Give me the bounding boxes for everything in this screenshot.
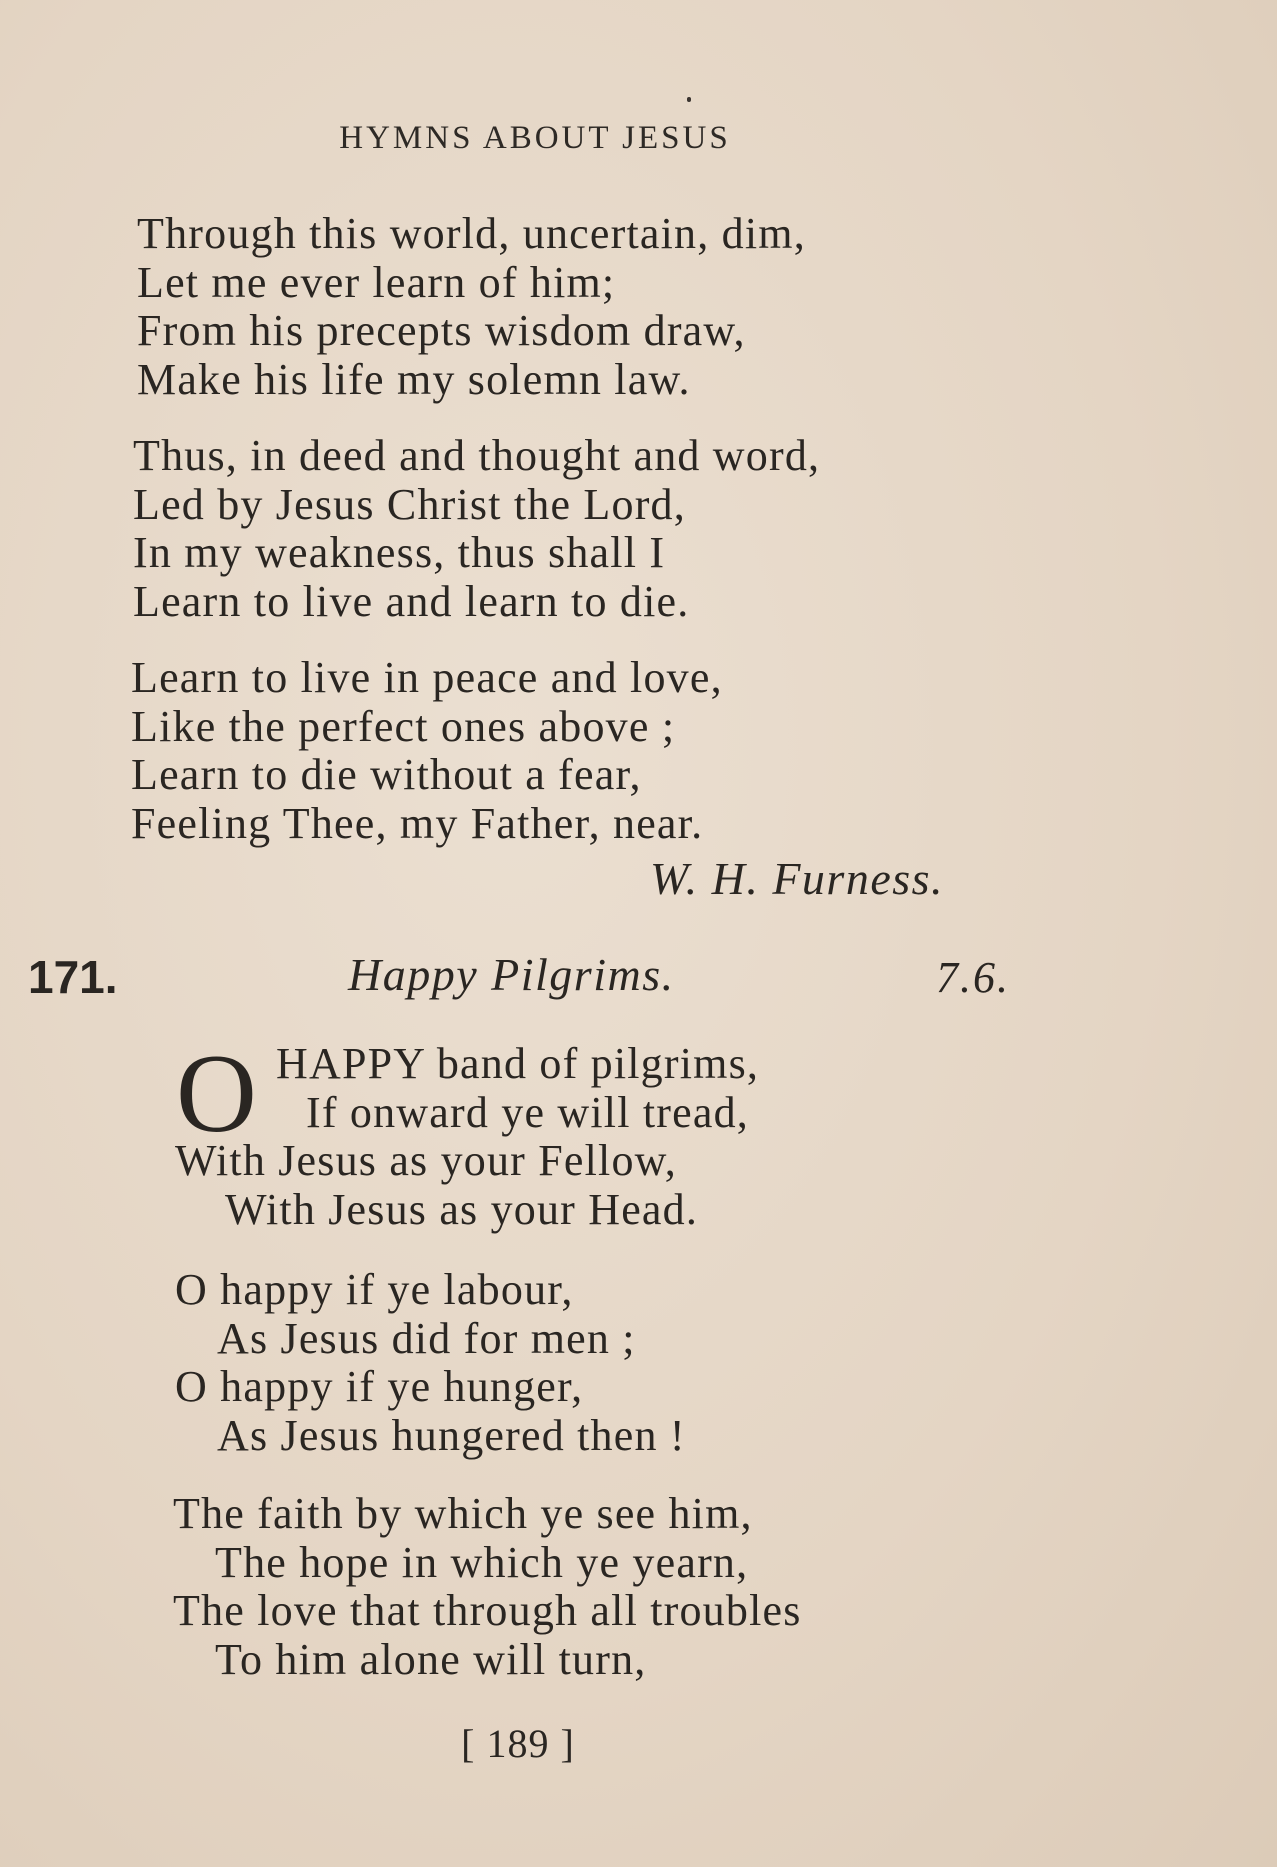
running-head: HYMNS ABOUT JESUS — [339, 120, 731, 156]
stanza-prev-1 — [137, 210, 806, 404]
verse-line: Make his life my solemn law. — [137, 354, 691, 404]
verse-line: Through this world, uncertain, dim, — [137, 209, 806, 258]
verse-line: To him alone will turn, — [215, 1634, 647, 1684]
verse-line: O happy if ye hunger, — [175, 1362, 584, 1411]
verse-line: With Jesus as your Head. — [225, 1184, 699, 1234]
verse-line: Learn to live in peace and love, — [131, 653, 723, 702]
verse-line: Learn to live and learn to die. — [133, 576, 690, 626]
verse-line: With Jesus as your Fellow, — [175, 1136, 677, 1185]
verse-line: Feeling Thee, my Father, near. — [131, 798, 704, 848]
verse-line: Let me ever learn of him; — [137, 257, 616, 307]
verse-line: The love that through all troubles — [173, 1586, 802, 1635]
author-attribution: W. H. Furness. — [650, 853, 945, 904]
verse-line: The hope in which ye yearn, — [215, 1537, 749, 1587]
verse-line: Led by Jesus Christ the Lord, — [133, 479, 686, 529]
verse-line: Learn to die without a fear, — [131, 750, 642, 799]
verse-line: In my weakness, thus shall I — [133, 528, 666, 577]
verse-line: Like the perfect ones above ; — [131, 701, 676, 751]
verse-line: As Jesus hungered then ! — [217, 1410, 686, 1460]
hymn-meter: 7.6. — [936, 953, 1010, 1002]
hymn-number: 171. — [28, 951, 118, 1003]
verse-line: From his precepts wisdom draw, — [137, 306, 746, 355]
verse-line: Thus, in deed and thought and word, — [133, 431, 821, 480]
hymn-stanza-3 — [173, 1490, 802, 1684]
hymn-stanza-2 — [175, 1266, 686, 1460]
stanza-prev-2 — [133, 432, 820, 626]
page-number: [ 189 ] — [461, 1721, 575, 1766]
stanza-prev-3 — [131, 654, 723, 848]
verse-line: HAPPY band of pilgrims, — [276, 1039, 760, 1088]
verse-line: The faith by which ye see him, — [173, 1489, 753, 1538]
drop-cap: O — [176, 1032, 257, 1156]
verse-line: O happy if ye labour, — [175, 1265, 574, 1314]
hymn-stanza-1 — [150, 1032, 760, 1234]
hymn-title: Happy Pilgrims. — [348, 949, 675, 1000]
ink-speck — [687, 97, 691, 102]
verse-line: If onward ye will tread, — [306, 1087, 749, 1137]
verse-line: As Jesus did for men ; — [217, 1313, 636, 1363]
